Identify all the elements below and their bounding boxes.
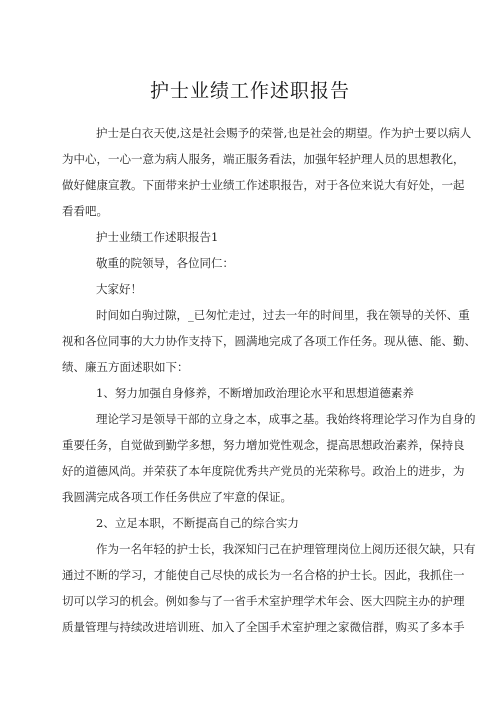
paragraph-line: 我圆满完成各项工作任务供应了牢意的保证。: [62, 490, 292, 504]
paragraph-line: 好的道德风尚。并荣获了本年度院优秀共产党员的光荣称号。政治上的进步，为: [62, 464, 465, 478]
paragraph-line: 为中心，一心一意为病人服务，端正服务看法，加强年轻护理人员的思想教化，: [62, 152, 465, 166]
paragraph-line: 做好健康宣教。下面带来护士业绩工作述职报告，对于各位来说大有好处，一起: [62, 178, 465, 192]
section-heading: 2、立足本职，不断提高自己的综合实力: [96, 516, 299, 530]
paragraph-line: 质量管理与持续改进培训班、加入了全国手术室护理之家微信群，购买了多本手: [62, 620, 465, 634]
paragraph-line: 作为一名年轻的护士长，我深知闩己在护理管理岗位上阅历还很欠缺，只有: [96, 542, 476, 556]
paragraph-line: 绩、廉五方面述职如下：: [62, 360, 189, 374]
greeting: 大家好！: [96, 282, 142, 296]
section-heading: 护士业绩工作述职报告1: [96, 230, 219, 244]
paragraph-line: 切可以学习的机会。例如参与了一省手术室护理学术年会、医大四院主办的护理: [62, 594, 465, 608]
paragraph-line: 护士是白衣天使,这是社会赐予的荣誉,也是社会的期望。作为护士要以病人: [96, 126, 472, 140]
salutation: 敬重的院领导，各位同仁：: [96, 256, 234, 270]
paragraph-line: 视和各位同事的大力协作支持下，圆满地完成了各项工作任务。现从德、能、勤、: [62, 334, 476, 348]
paragraph-line: 理论学习是领导干部的立身之本，成事之基。我始终将理论学习作为自身的: [96, 412, 476, 426]
paragraph-line: 时间如白驹过隙，_已匆忙走过，过去一年的时间里，我在领导的关怀、重: [96, 308, 470, 322]
paragraph-line: 重要任务，自觉做到勤学多想，努力增加党性观念，提高思想政治素养，保持良: [62, 438, 465, 452]
paragraph-line: 通过不断的学习，才能使自己尽快的成长为一名合格的护士长。因此，我抓住一: [62, 568, 465, 582]
document-title: 护士业绩工作述职报告: [149, 80, 350, 102]
paragraph-line: 看看吧。: [62, 204, 108, 218]
section-heading: 1、努力加强自身修养，不断增加政治理论水平和思想道德素养: [96, 386, 414, 400]
